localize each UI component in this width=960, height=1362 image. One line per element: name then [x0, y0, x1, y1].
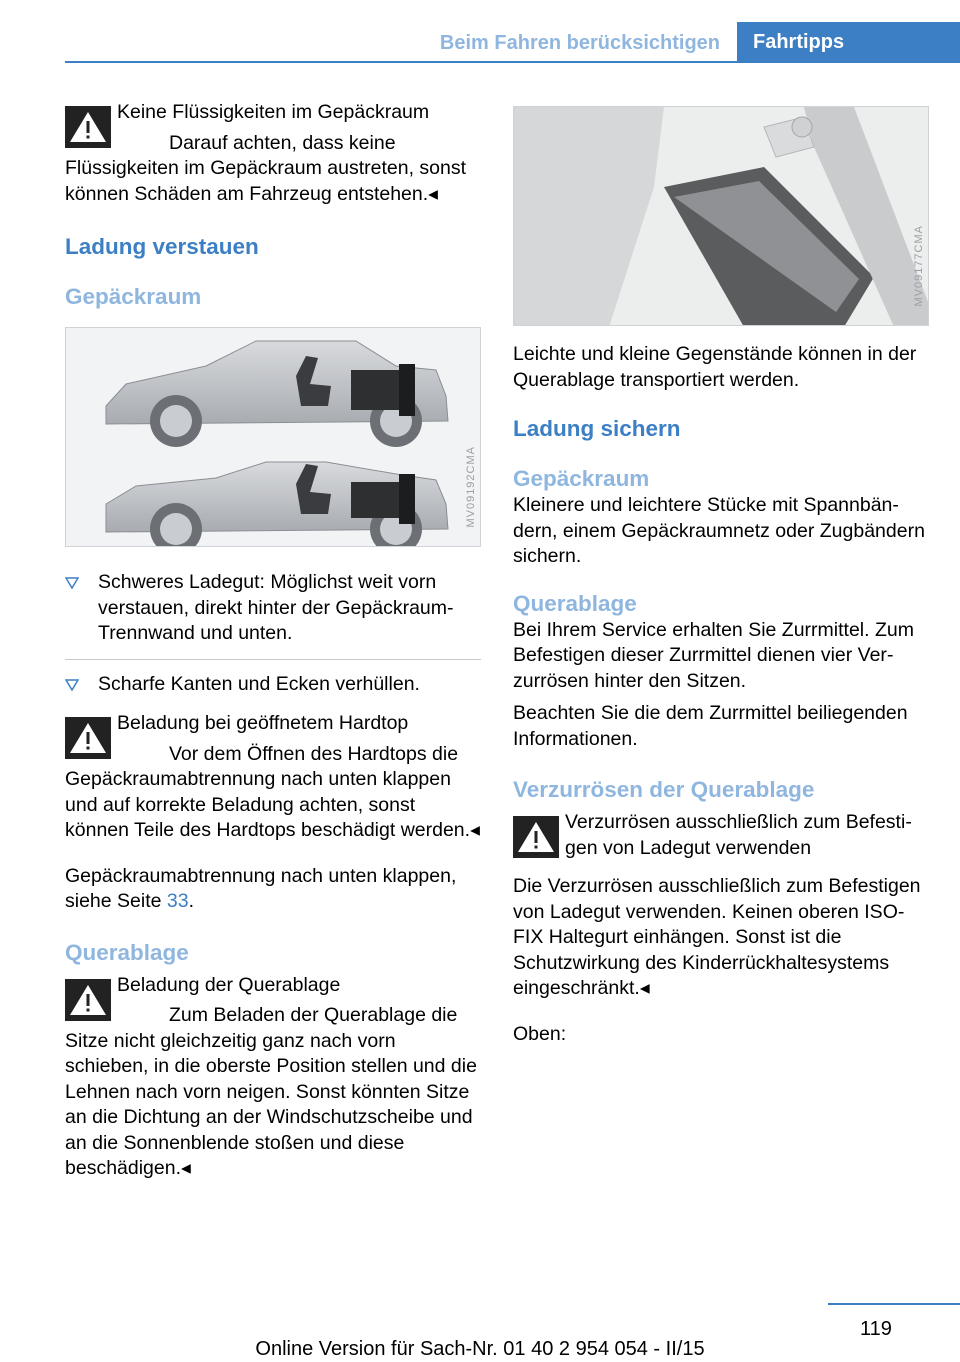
header-section-title: Beim Fahren berücksichtigen: [439, 32, 720, 54]
bullet-triangle-icon: [65, 678, 79, 692]
cargo-diagram-image: [65, 327, 481, 547]
paragraph: Die Verzurrösen ausschließlich zum Befestigen von Ladegut verwenden. Keinen oberen ISO-FIX Haltegurt einhängen. Sonst ist die Schutzwirkung des Kinderrückhaltesystems eingeschränkt.◂: [513, 875, 921, 999]
page-header: [0, 22, 960, 62]
warning-body: Darauf achten, dass keine Flüssigkeiten im Gepäckraum austreten, sonst können Schäden am Fahrzeug entstehen.◂: [65, 131, 467, 205]
subsection-heading: Gepäckraum: [513, 466, 650, 491]
footer-rule: [828, 1303, 960, 1305]
header-tab: Fahrtipps: [737, 22, 960, 62]
image-code: MV09177CMA: [913, 225, 925, 307]
cargo-shelf-image: [513, 106, 929, 326]
paragraph: Beachten Sie die dem Zurrmittel beiliegenden Informationen.: [513, 702, 908, 750]
warning-box: [65, 100, 481, 207]
warning-box: [65, 973, 481, 1182]
warning-body: Zum Beladen der Querablage die Sitze nicht gleichzeitig ganz nach vorn schieben, in die oberste Position stellen und die Lehnen nach vorn neigen. Sonst könnten Sitze an die Dichtung an der Windschutzscheibe und an die Sonnenblende stoßen und diese beschädigen.◂: [65, 1004, 477, 1179]
cargo-shelf-illustration: [514, 107, 929, 326]
subsection-heading: Querablage: [65, 939, 189, 965]
image-caption: Leichte und kleine Gegenstände können in der Querablage transportiert werden.: [513, 343, 917, 391]
warning-title: Beladung bei geöffnetem Hardtop: [117, 712, 409, 734]
right-column: [513, 106, 929, 1047]
warning-icon: [65, 979, 117, 1023]
paragraph: Kleinere und leichtere Stücke mit Spannbändern, einem Gepäckraumnetz oder Zugbändern sichern.: [513, 494, 925, 567]
paragraph: Gepäckraumabtrennung nach unten klappen, siehe Seite 33.: [65, 864, 457, 912]
header-rule: [65, 61, 960, 63]
warning-icon: [65, 106, 117, 150]
list-item: Scharfe Kanten und Ecken verhüllen.: [65, 659, 481, 710]
left-column: [65, 100, 481, 1204]
section-heading: Ladung sichern: [513, 416, 681, 441]
image-code: MV09192CMA: [465, 446, 477, 528]
warning-title: Verzurrösen ausschließlich zum Befestigen von Ladegut verwenden: [565, 811, 912, 859]
list-item: Schweres Ladegut: Möglichst weit vorn verstauen, direkt hinter der Gepäckraum-Trennwand und unten.: [65, 558, 481, 659]
subsection-heading: Querablage: [513, 590, 637, 616]
warning-box: [513, 810, 929, 864]
subsection-heading: Gepäckraum: [65, 284, 202, 309]
footer-text: Online Version für Sach-Nr. 01 40 2 954 054 - II/15: [255, 1338, 705, 1360]
bullet-triangle-icon: [65, 576, 79, 590]
paragraph: Oben:: [513, 1022, 567, 1045]
warning-box: [65, 711, 481, 844]
warning-icon: [513, 816, 565, 860]
car-loading-illustration: [66, 328, 481, 547]
warning-icon: [65, 717, 117, 761]
subsection-heading: Verzurrösen der Querablage: [513, 777, 815, 802]
section-heading: Ladung verstauen: [65, 234, 259, 259]
paragraph: Bei Ihrem Service erhalten Sie Zurrmittel. Zum Befestigen dieser Zurrmittel dienen vier Verzurrösen hinter den Sitzen.: [513, 618, 914, 692]
page-link[interactable]: 33: [166, 890, 189, 912]
car-bottom: [106, 462, 448, 547]
warning-title: Beladung der Querablage: [117, 973, 341, 996]
page-number: 119: [860, 1318, 892, 1340]
warning-body: Vor dem Öffnen des Hardtops die Gepäckraumabtrennung nach unten klappen und auf korrekte Beladung achten, sonst können Teile des Hardtops beschädigt werden.◂: [65, 742, 480, 841]
car-top: [106, 341, 448, 447]
instruction-list: [65, 558, 481, 709]
warning-title: Keine Flüssigkeiten im Gepäckraum: [117, 101, 430, 123]
